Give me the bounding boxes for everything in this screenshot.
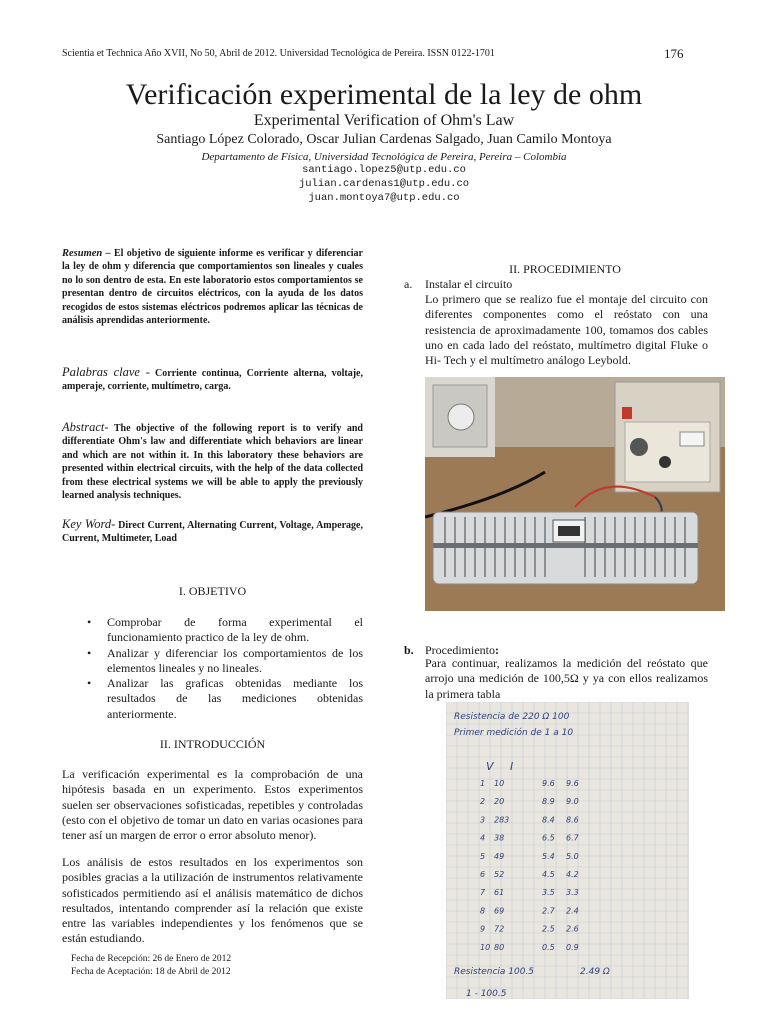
hand-cell: 52 xyxy=(494,870,505,879)
hand-cell: 10 xyxy=(480,942,491,952)
list-item: • Analizar y diferenciar los comportamientos de los elementos lineales y no lineales. xyxy=(87,645,363,675)
hand-cell: 80 xyxy=(494,942,505,952)
hand-cell: 9.0 xyxy=(566,797,579,807)
hand-footer-bottom: 1 - 100.5 xyxy=(466,989,507,999)
item-text-a: Lo primero que se realizo fue el montaje del circuito con diferentes componentes como el reóstato con una resistencia de aproximadamente 100, tomamos dos cables uno en cada lado del reóstato, multímetro digital Fluke o Hi- Tech y el multímetro análogo Leybold. xyxy=(425,292,708,368)
palabras-clave xyxy=(62,366,363,394)
list-item: • Analizar las graficas obtenidas mediante los resultados de las mediciones obtenidas anteriormente. xyxy=(87,676,363,721)
abstract-lead: Abstract- xyxy=(62,420,109,434)
hand-footer-right: 2.49 Ω xyxy=(580,967,610,977)
hand-cell: 38 xyxy=(494,833,505,843)
hand-cell: 3 xyxy=(480,815,486,825)
fecha-aceptacion: Fecha de Aceptación: 18 de Abril de 2012 xyxy=(71,967,231,977)
hand-cell: 8.4 xyxy=(542,815,555,825)
item-text-b: Para continuar, realizamos la medición del reóstato que arrojo una medición de 100,5Ω y ya con ellos realizamos la primera tabla xyxy=(425,656,708,701)
palabras-clave-text: Corriente continua, Corriente alterna, voltaje, amperaje, corriente, multímetro, carga. xyxy=(62,368,363,393)
hand-cell: 0.9 xyxy=(566,942,579,952)
objetivo-list xyxy=(62,615,363,722)
hand-header: V xyxy=(486,760,494,773)
hand-cell: 2.6 xyxy=(566,924,579,934)
resumen-text: – El objetivo de siguiente informe es verificar y diferenciar la ley de ohm y diferencia que comportamientos son lineales y cuales no lo son dentro de esta. En este laboratorio estos comportamientos se presentan dentro de circuitos eléctricos, con la ayuda de los datos recogidos de estos sistemas eléctricos podremos aplicar las técnicas de análisis aprendidas anteriormente. xyxy=(62,248,363,327)
hand-cell: 72 xyxy=(494,924,505,934)
intro-paragraph: Los análisis de estos resultados en los experimentos son posibles gracias a la utilización de instrumentos relativamente sofisticados permitiendo así el análisis matemático de dichos resultados, intentando comprender así la relación que existe entre las variables independientes y los fenómenos que se están estudiando. xyxy=(62,855,363,946)
key-word xyxy=(62,518,363,546)
circuit-photo xyxy=(425,377,725,611)
department: Departamento de Física, Universidad Tecnológica de Pereira, Pereira – Colombia xyxy=(201,151,567,163)
hand-cell: 5.0 xyxy=(566,851,579,861)
hand-cell: 6.5 xyxy=(542,833,555,843)
hand-cell: 9.6 xyxy=(542,779,555,788)
journal-header: Scientia et Technica Año XVII, No 50, Abril de 2012. Universidad Tecnológica de Pereira. ISSN 0122-1701 xyxy=(62,48,495,59)
hand-cell: 6 xyxy=(480,870,486,879)
hand-cell: 10 xyxy=(494,779,505,788)
hand-cell: 3.3 xyxy=(566,888,579,898)
hand-cell: 61 xyxy=(494,888,505,898)
item-label-b: b. xyxy=(404,643,414,657)
hand-line-2: Primer medición de 1 a 10 xyxy=(454,728,574,738)
hand-header: I xyxy=(510,760,514,773)
hand-cell: 6.7 xyxy=(566,833,579,843)
hand-cell: 8.9 xyxy=(542,797,555,807)
abstract-text: The objective of the following report is to verify and differentiate Ohm's law and differentiate which behaviors are linear and which are not within it. In this laboratory these behaviors are presented within electrical circuits, with the help of the data collected from these electrical systems we will be able to apply the previously learned analysis techniques. xyxy=(62,423,363,502)
hand-cell: 20 xyxy=(494,797,505,807)
intro-paragraph: La verificación experimental es la comprobación de una hipótesis basada en un experimento. Estos experimentos suelen ser observaciones sofisticadas, repetibles y controladas (esto con el objetivo de tomar un dato en varias ocasiones para tener así un margen de error o error absoluto menor). xyxy=(62,767,363,843)
bullet-icon: • xyxy=(87,615,92,629)
hand-cell: 3.5 xyxy=(542,888,555,898)
palabras-clave-lead: Palabras clave - xyxy=(62,365,150,379)
page-number: 176 xyxy=(664,46,684,61)
section-heading-objetivo: I. OBJETIVO xyxy=(178,584,247,598)
hand-cell: 2 xyxy=(480,797,486,807)
hand-cell: 9.6 xyxy=(566,779,579,788)
handwritten-table-scan xyxy=(446,702,689,999)
hand-footer-left: Resistencia 100.5 xyxy=(454,967,535,977)
hand-cell: 0.5 xyxy=(542,942,555,952)
item-title-a: Instalar el circuito xyxy=(425,277,513,291)
author-email[interactable]: juan.montoya7@utp.edu.co xyxy=(308,192,460,204)
bullet-icon: • xyxy=(87,676,92,691)
hand-cell: 5 xyxy=(480,851,486,861)
key-word-text: Direct Current, Alternating Current, Voltage, Amperage, Current, Multimeter, Load xyxy=(62,520,363,545)
hand-cell: 4.5 xyxy=(542,870,555,879)
item-title-b: Procedimiento: xyxy=(425,643,499,657)
fecha-recepcion: Fecha de Recepción: 26 de Enero de 2012 xyxy=(71,954,232,964)
author-email[interactable]: julian.cardenas1@utp.edu.co xyxy=(298,178,470,190)
hand-cell: 5.4 xyxy=(542,851,555,861)
authors: Santiago López Colorado, Oscar Julian Cardenas Salgado, Juan Camilo Montoya xyxy=(156,132,612,147)
hand-cell: 49 xyxy=(494,851,505,861)
resumen xyxy=(62,247,363,327)
item-label-a: a. xyxy=(404,277,413,291)
section-heading-procedimiento: II. PROCEDIMIENTO xyxy=(509,262,621,276)
list-item: • Comprobar de forma experimental el funcionamiento practico de la ley de ohm. xyxy=(87,615,363,645)
hand-cell: 8 xyxy=(480,906,486,916)
abstract xyxy=(62,421,363,502)
section-heading-introduccion: II. INTRODUCCIÓN xyxy=(159,737,266,751)
hand-cell: 283 xyxy=(494,815,510,825)
hand-cell: 9 xyxy=(480,924,486,934)
paper-subtitle: Experimental Verification of Ohm's Law xyxy=(253,112,515,129)
paper-title: Verificación experimental de la ley de ohm xyxy=(125,78,643,111)
hand-cell: 2.5 xyxy=(542,924,555,934)
key-word-lead: Key Word- xyxy=(62,517,116,531)
author-email[interactable]: santiago.lopez5@utp.edu.co xyxy=(302,164,466,176)
hand-cell: 7 xyxy=(480,888,486,898)
hand-cell: 8.6 xyxy=(566,815,579,825)
hand-line-1: Resistencia de 220 Ω 100 xyxy=(454,712,570,722)
resumen-lead: Resumen xyxy=(62,248,103,259)
hand-cell: 2.7 xyxy=(542,906,555,916)
hand-cell: 4 xyxy=(480,833,486,843)
hand-cell: 4.2 xyxy=(566,870,579,879)
bullet-icon: • xyxy=(87,645,92,660)
hand-cell: 1 xyxy=(480,779,486,788)
hand-cell: 69 xyxy=(494,906,505,916)
hand-cell: 2.4 xyxy=(566,906,579,916)
